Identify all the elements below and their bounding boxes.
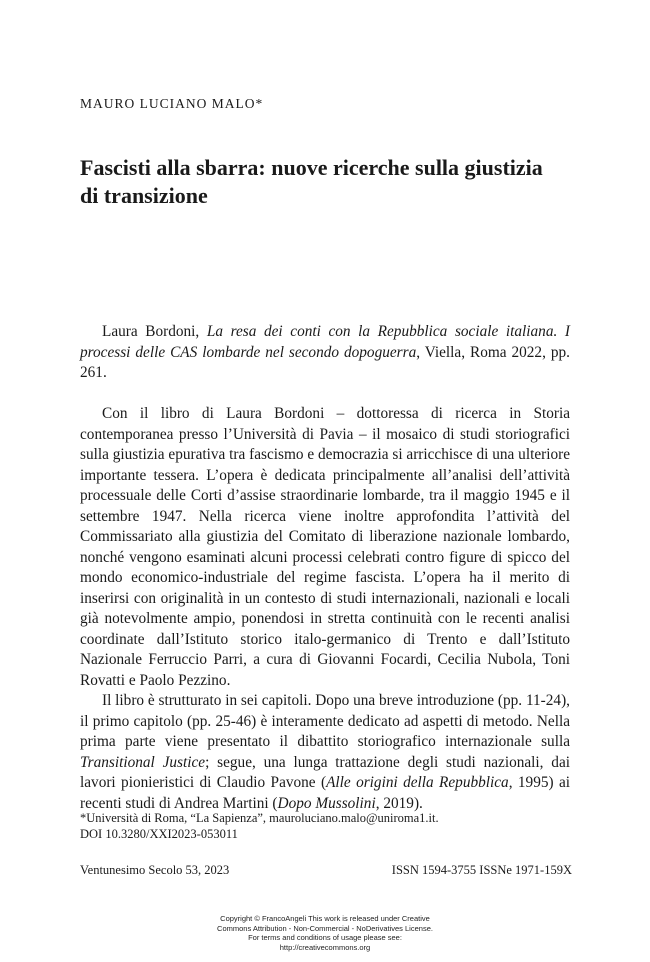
issn-info: ISSN 1594-3755 ISSNe 1971-159X — [391, 863, 572, 877]
journal-info: Ventunesimo Secolo 53, 2023 — [80, 863, 230, 877]
italic-title: Dopo Mussolini — [277, 794, 376, 812]
paragraph-2-text: Il libro è strutturato in sei capitoli. Dopo una breve introduzione (pp. 11-24), il primo capitolo (pp. 25-46) è interamente dedicato ad aspetti di metodo. Nella prima parte viene presentato il dibattito storiografico internazionale sulla — [80, 692, 570, 750]
italic-term: Transitional Justice — [80, 753, 206, 771]
footnote-affiliation: *Università di Roma, “La Sapienza”, mauroluciano.malo@uniroma1.it. — [80, 811, 439, 825]
reference-book-title: La resa dei conti con la Repubblica sociale italiana. I processi delle CAS lombarde nel secondo dopoguerra — [80, 323, 570, 361]
page-footer — [80, 863, 572, 878]
copyright-link[interactable]: http://creativecommons.org — [279, 942, 371, 952]
italic-title: Alle origini della Repubblica — [326, 774, 509, 791]
copyright-line: Commons Attribution - Non-Commercial - NoDerivatives License. — [217, 923, 433, 933]
paragraph-2 — [80, 691, 570, 814]
copyright-notice — [150, 914, 500, 952]
article-title: Fascisti alla sbarra: nuove ricerche sulla giustizia di transizione — [80, 155, 543, 208]
footnote — [80, 810, 439, 842]
reference-author: Laura Bordoni, — [102, 323, 207, 340]
copyright-line: For terms and conditions of usage please see: — [248, 933, 402, 942]
copyright-line: Copyright © FrancoAngeli This work is released under Creative — [220, 914, 430, 923]
paragraph-2-text: , 2019). — [375, 794, 423, 812]
footnote-doi: DOI 10.3280/XXI2023-053011 — [80, 827, 238, 841]
paragraph-2-text: , 1995) ai recenti studi di Andrea Martini ( — [80, 774, 570, 812]
paragraph-1: Con il libro di Laura Bordoni – dottoressa di ricerca in Storia contemporanea presso l’Università di Pavia – il mosaico di studi storiografici sulla giustizia epurativa tra fascismo e democrazia si arricchisce di una ulteriore importante tessera. L’opera è dedicata principalmente all’analisi dell’attività processuale delle Corti d’assise straordinarie lombarde, tra il maggio 1945 e il settembre 1947. Nella ricerca viene inoltre approfondita l’attività del Commissariato alla giustizia del Comitato di liberazione nazionale lombardo, nonché vengono esaminati alcuni processi celebrati contro figure di spicco del mondo economico-industriale del regime fascista. L’opera ha il merito di inserirsi con originalità in un contesto di studi internazionali, nazionali e locali già notevolmente ampio, ponendosi in stretta continuità con le recenti analisi coordinate dall’Istituto storico italo-germanico di Trento e dall’Istituto Nazionale Ferruccio Parri, a cura di Giovanni Focardi, Cecilia Nubola, Toni Rovatti e Paolo Pezzino. — [80, 405, 570, 689]
author-name: MAURO LUCIANO MALO* — [80, 96, 264, 111]
reference-publisher: , Viella, Roma 2022, pp. 261. — [80, 343, 570, 381]
book-reference — [80, 322, 570, 384]
paragraph-2-text: ; segue, una lunga trattazione degli studi nazionali, dai lavori pionieristici di Claudio Pavone ( — [80, 753, 570, 791]
